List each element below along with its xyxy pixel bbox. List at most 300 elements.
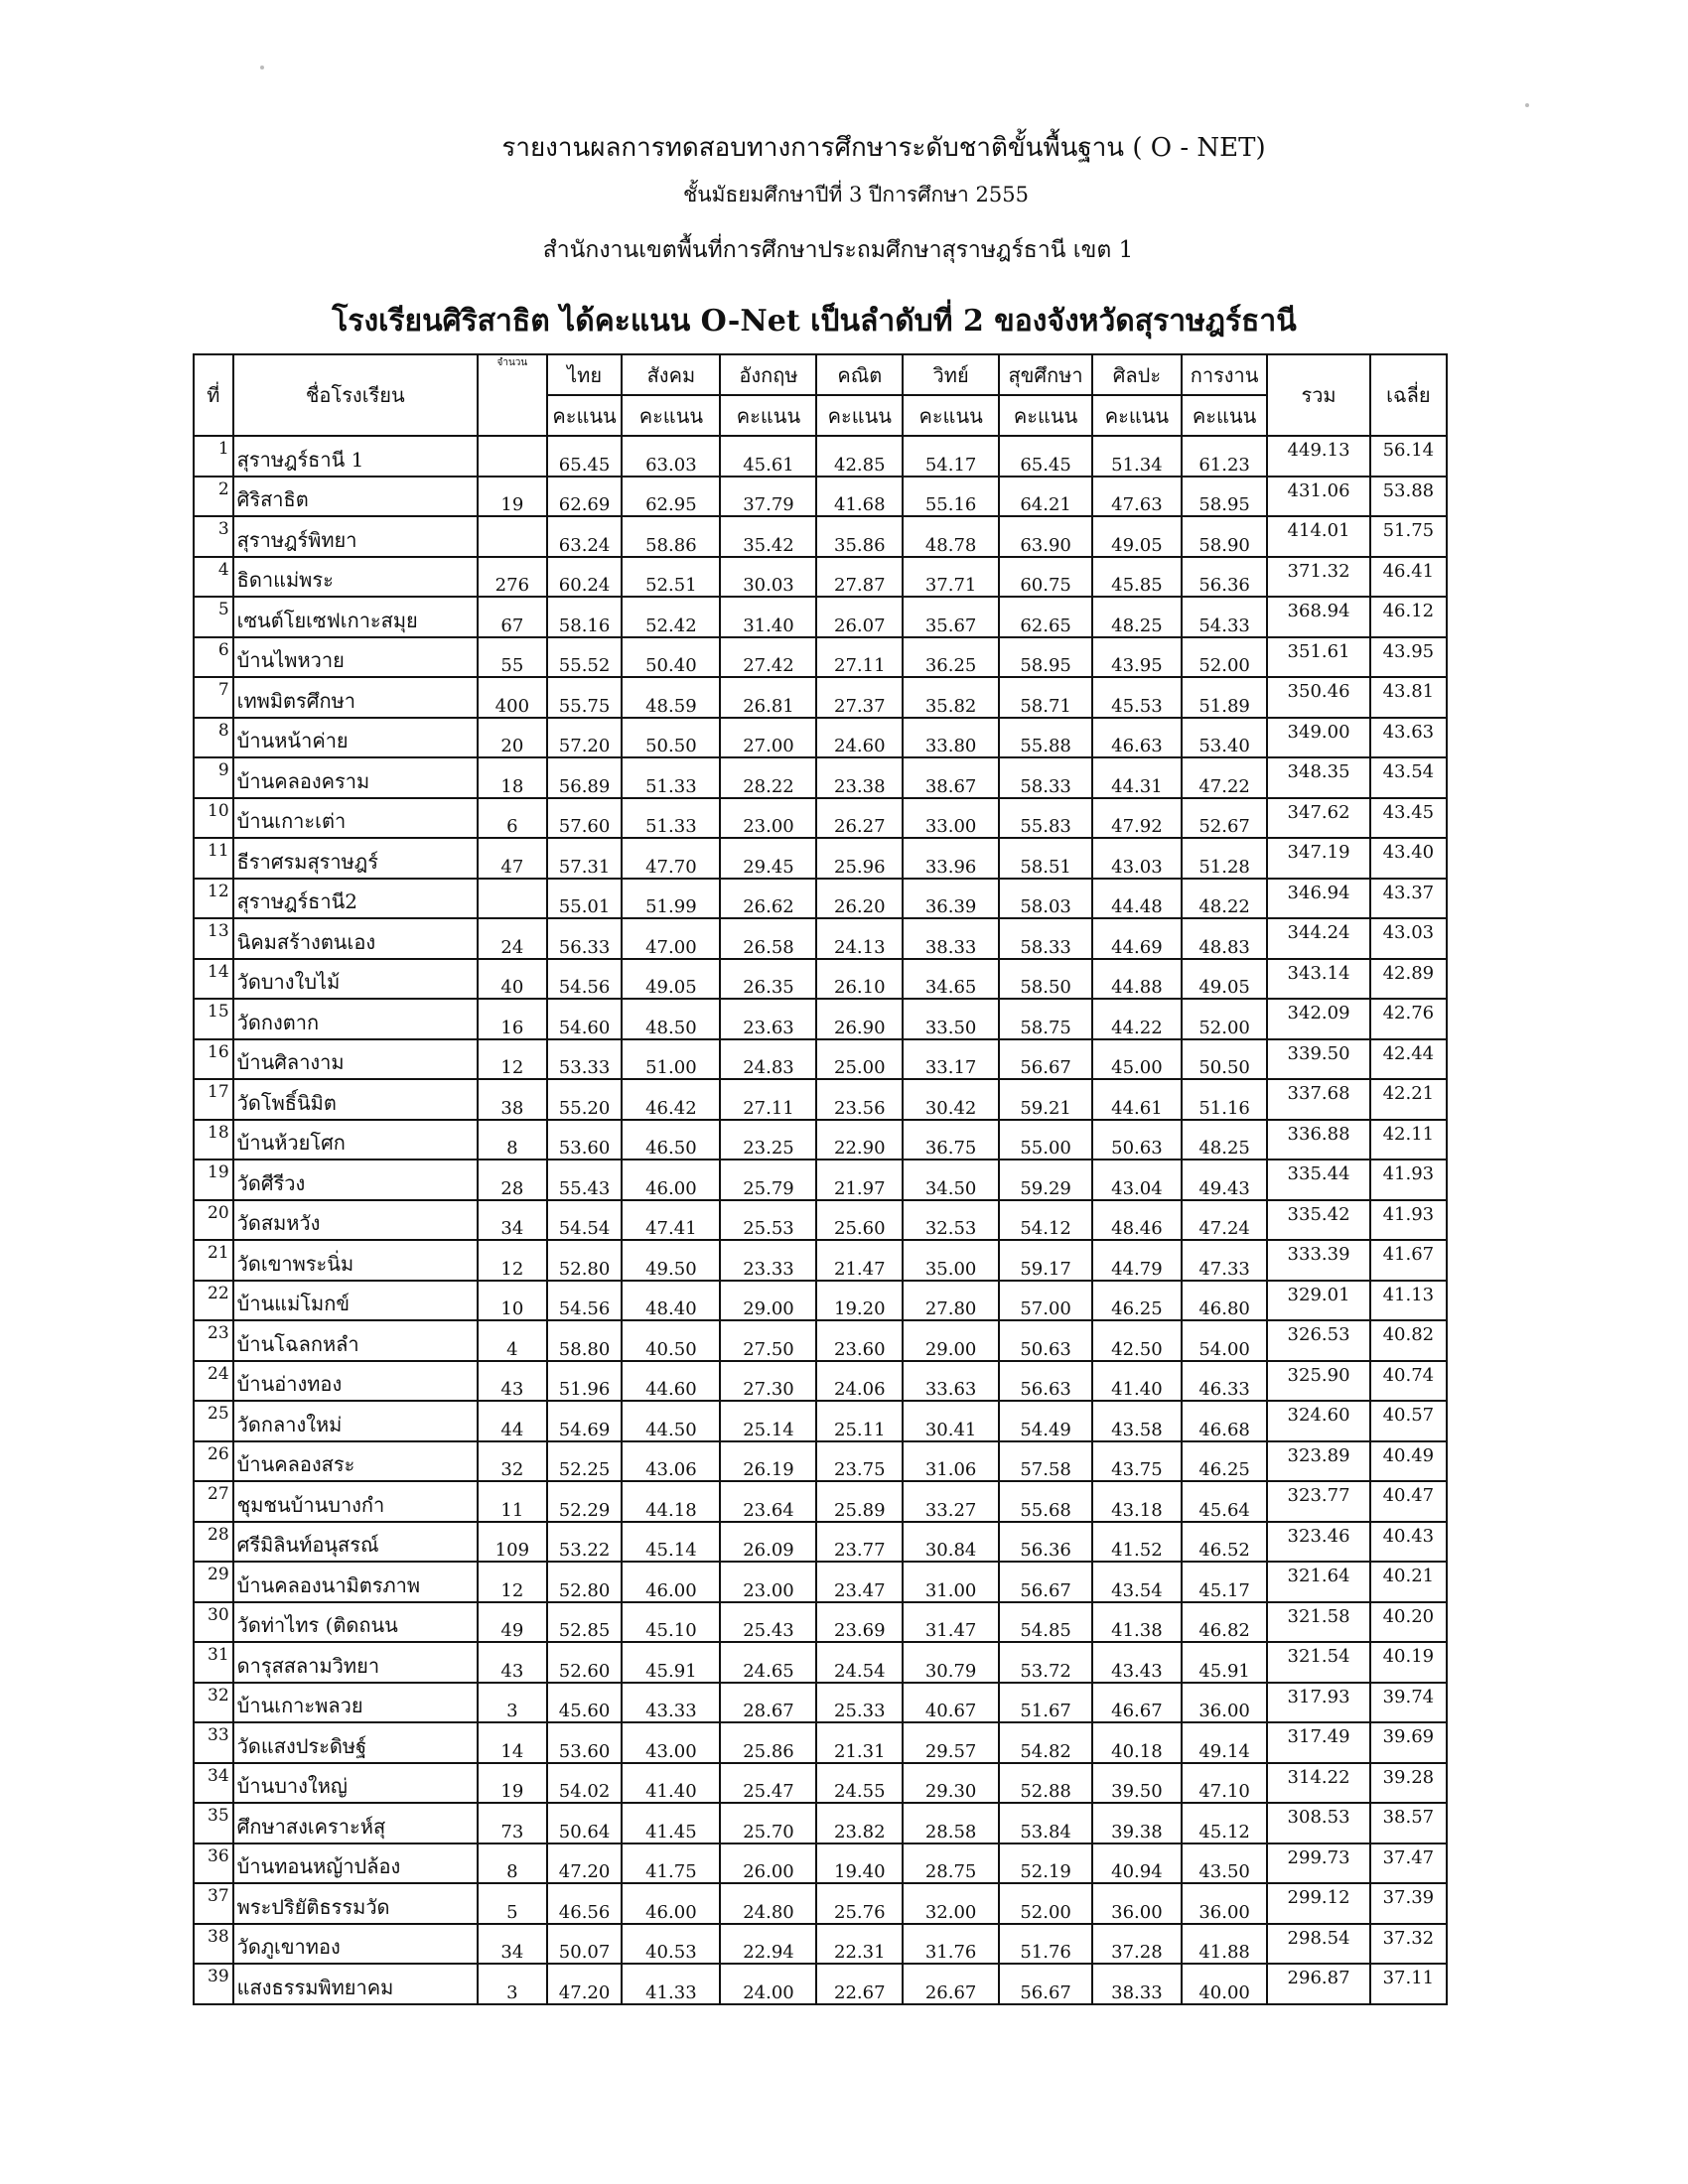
subject-score: 25.11 — [816, 1401, 903, 1441]
subject-score: 26.27 — [816, 798, 903, 839]
subject-score: 23.25 — [720, 1120, 816, 1160]
subject-score: 56.67 — [999, 1964, 1092, 2004]
subject-score: 51.33 — [622, 757, 720, 798]
school-name: แสงธรรมพิทยาคม — [233, 1964, 478, 2004]
subject-score: 54.02 — [547, 1763, 623, 1804]
subject-score: 25.96 — [816, 838, 903, 879]
student-count: 12 — [478, 1562, 547, 1602]
subject-score: 49.14 — [1182, 1722, 1268, 1763]
average-score: 43.45 — [1370, 798, 1447, 839]
average-score: 56.14 — [1370, 436, 1447, 477]
subject-score: 23.60 — [816, 1320, 903, 1361]
score-subheader: คะแนน — [903, 395, 999, 436]
subject-score: 46.25 — [1182, 1441, 1268, 1482]
subject-score: 27.50 — [720, 1320, 816, 1361]
subject-score: 43.95 — [1092, 637, 1182, 678]
subject-score: 22.90 — [816, 1120, 903, 1160]
subject-score: 44.60 — [622, 1361, 720, 1402]
total-score: 298.54 — [1267, 1924, 1369, 1965]
student-count: 16 — [478, 999, 547, 1039]
subject-score: 45.85 — [1092, 557, 1182, 598]
school-name: ชุมชนบ้านบางกำ — [233, 1481, 478, 1522]
subject-score: 41.88 — [1182, 1924, 1268, 1965]
average-score: 41.13 — [1370, 1281, 1447, 1321]
student-count: 12 — [478, 1240, 547, 1281]
subject-score: 32.00 — [903, 1883, 999, 1924]
subject-score: 46.80 — [1182, 1281, 1268, 1321]
subject-score: 47.33 — [1182, 1240, 1268, 1281]
subject-score: 43.18 — [1092, 1481, 1182, 1522]
subject-score: 52.00 — [999, 1883, 1092, 1924]
subject-score: 59.21 — [999, 1079, 1092, 1120]
subject-score: 62.69 — [547, 477, 623, 517]
total-score: 299.73 — [1267, 1843, 1369, 1884]
subject-score: 23.33 — [720, 1240, 816, 1281]
subject-score: 41.75 — [622, 1843, 720, 1884]
score-subheader: คะแนน — [720, 395, 816, 436]
total-score: 323.89 — [1267, 1441, 1369, 1482]
subject-score: 58.95 — [999, 637, 1092, 678]
subject-score: 56.33 — [547, 918, 623, 959]
subject-score: 34.65 — [903, 959, 999, 1000]
total-score: 325.90 — [1267, 1361, 1369, 1402]
subject-score: 40.18 — [1092, 1722, 1182, 1763]
student-count: 43 — [478, 1361, 547, 1402]
subject-score: 58.90 — [1182, 516, 1268, 557]
subject-score: 43.43 — [1092, 1642, 1182, 1683]
school-name: บ้านเกาะพลวย — [233, 1683, 478, 1723]
subject-score: 56.36 — [999, 1522, 1092, 1563]
subject-score: 39.50 — [1092, 1763, 1182, 1804]
subject-score: 55.88 — [999, 718, 1092, 758]
subject-score: 23.47 — [816, 1562, 903, 1602]
subject-score: 26.19 — [720, 1441, 816, 1482]
subject-score: 58.33 — [999, 757, 1092, 798]
subject-score: 33.27 — [903, 1481, 999, 1522]
subject-score: 25.53 — [720, 1200, 816, 1241]
student-count: 24 — [478, 918, 547, 959]
subject-header: วิทย์ — [903, 354, 999, 395]
subject-score: 58.95 — [1182, 477, 1268, 517]
subject-score: 25.33 — [816, 1683, 903, 1723]
row-number: 12 — [194, 879, 233, 919]
average-score: 40.21 — [1370, 1562, 1447, 1602]
subject-score: 61.23 — [1182, 436, 1268, 477]
subject-score: 24.55 — [816, 1763, 903, 1804]
subject-score: 46.00 — [622, 1562, 720, 1602]
subject-score: 44.31 — [1092, 757, 1182, 798]
subject-score: 48.25 — [1182, 1120, 1268, 1160]
student-count: 3 — [478, 1683, 547, 1723]
average-score: 43.03 — [1370, 918, 1447, 959]
subject-score: 43.58 — [1092, 1401, 1182, 1441]
subject-header: การงาน — [1182, 354, 1268, 395]
subject-score: 41.40 — [622, 1763, 720, 1804]
school-name: ดารุสสลามวิทยา — [233, 1642, 478, 1683]
subject-score: 27.11 — [720, 1079, 816, 1120]
subject-score: 51.00 — [622, 1039, 720, 1080]
subject-score: 45.14 — [622, 1522, 720, 1563]
student-count: 28 — [478, 1160, 547, 1200]
subject-score: 54.56 — [547, 1281, 623, 1321]
school-name: เซนต์โยเซฟเกาะสมุย — [233, 597, 478, 637]
row-number: 27 — [194, 1481, 233, 1522]
subject-score: 54.60 — [547, 999, 623, 1039]
subject-score: 24.06 — [816, 1361, 903, 1402]
subject-score: 26.00 — [720, 1843, 816, 1884]
school-name: วัดกงตาก — [233, 999, 478, 1039]
table-row — [194, 557, 1447, 598]
student-count: 34 — [478, 1200, 547, 1241]
school-name: สุราษฎร์ธานี2 — [233, 879, 478, 919]
student-count: 18 — [478, 757, 547, 798]
subject-score: 50.63 — [1092, 1120, 1182, 1160]
subject-score: 29.00 — [720, 1281, 816, 1321]
table-row — [194, 1964, 1447, 2004]
subject-score: 35.82 — [903, 677, 999, 718]
subject-score: 41.68 — [816, 477, 903, 517]
table-row — [194, 1803, 1447, 1843]
subject-score: 30.84 — [903, 1522, 999, 1563]
subject-score: 45.00 — [1092, 1039, 1182, 1080]
average-score: 40.20 — [1370, 1602, 1447, 1643]
row-number: 8 — [194, 718, 233, 758]
school-name: วัดสมหวัง — [233, 1200, 478, 1241]
student-count: 55 — [478, 637, 547, 678]
school-name: บ้านทอนหญ้าปล้อง — [233, 1843, 478, 1884]
total-score: 326.53 — [1267, 1320, 1369, 1361]
total-score: 321.54 — [1267, 1642, 1369, 1683]
subject-score: 53.60 — [547, 1120, 623, 1160]
subject-score: 48.50 — [622, 999, 720, 1039]
subject-score: 58.33 — [999, 918, 1092, 959]
school-name: พระปริยัติธรรมวัด — [233, 1883, 478, 1924]
subject-score: 47.70 — [622, 838, 720, 879]
student-count: 44 — [478, 1401, 547, 1441]
school-name: วัดเขาพระนิ่ม — [233, 1240, 478, 1281]
table-row — [194, 1562, 1447, 1602]
subject-score: 50.07 — [547, 1924, 623, 1965]
row-number: 37 — [194, 1883, 233, 1924]
subject-score: 41.52 — [1092, 1522, 1182, 1563]
subject-score: 36.00 — [1092, 1883, 1182, 1924]
onet-score-table — [193, 353, 1448, 2005]
subject-score: 31.76 — [903, 1924, 999, 1965]
subject-score: 58.03 — [999, 879, 1092, 919]
subject-score: 62.95 — [622, 477, 720, 517]
subject-header: อังกฤษ — [720, 354, 816, 395]
table-row — [194, 1401, 1447, 1441]
row-number: 35 — [194, 1803, 233, 1843]
total-score: 350.46 — [1267, 677, 1369, 718]
subject-score: 65.45 — [547, 436, 623, 477]
table-row — [194, 477, 1447, 517]
average-score: 43.40 — [1370, 838, 1447, 879]
subject-score: 47.20 — [547, 1964, 623, 2004]
row-number: 2 — [194, 477, 233, 517]
subject-score: 59.29 — [999, 1160, 1092, 1200]
scan-speck — [1525, 103, 1529, 107]
row-number: 11 — [194, 838, 233, 879]
subject-score: 52.85 — [547, 1602, 623, 1643]
subject-score: 48.83 — [1182, 918, 1268, 959]
table-row — [194, 677, 1447, 718]
average-score: 43.37 — [1370, 879, 1447, 919]
table-row — [194, 637, 1447, 678]
subject-score: 51.89 — [1182, 677, 1268, 718]
subject-score: 47.00 — [622, 918, 720, 959]
subject-header: สังคม — [622, 354, 720, 395]
subject-score: 58.80 — [547, 1320, 623, 1361]
subject-score: 40.94 — [1092, 1843, 1182, 1884]
school-name: ธีราศรมสุราษฎร์ — [233, 838, 478, 879]
subject-score: 25.70 — [720, 1803, 816, 1843]
row-number: 31 — [194, 1642, 233, 1683]
average-score: 53.88 — [1370, 477, 1447, 517]
school-name: บ้านเกาะเต่า — [233, 798, 478, 839]
subject-score: 27.11 — [816, 637, 903, 678]
subject-score: 31.47 — [903, 1602, 999, 1643]
total-score: 431.06 — [1267, 477, 1369, 517]
subject-score: 47.10 — [1182, 1763, 1268, 1804]
report-office: สำนักงานเขตพื้นที่การศึกษาประถมศึกษาสุราษฎร์ธานี เขต 1 — [542, 237, 1134, 263]
subject-score: 25.60 — [816, 1200, 903, 1241]
subject-score: 50.50 — [1182, 1039, 1268, 1080]
table-row — [194, 1683, 1447, 1723]
table-row — [194, 1924, 1447, 1965]
row-number: 23 — [194, 1320, 233, 1361]
subject-score: 41.33 — [622, 1964, 720, 2004]
row-number: 19 — [194, 1160, 233, 1200]
subject-score: 52.00 — [1182, 637, 1268, 678]
subject-score: 44.69 — [1092, 918, 1182, 959]
report-headline: โรงเรียนศิริสาธิต ได้คะแนน O-Net เป็นลำดับที่ 2 ของจังหวัดสุราษฎร์ธานี — [332, 304, 1297, 339]
row-number: 21 — [194, 1240, 233, 1281]
subject-score: 52.80 — [547, 1240, 623, 1281]
subject-score: 36.00 — [1182, 1683, 1268, 1723]
table-row — [194, 1522, 1447, 1563]
subject-score: 54.82 — [999, 1722, 1092, 1763]
school-name: นิคมสร้างตนเอง — [233, 918, 478, 959]
table-row — [194, 999, 1447, 1039]
average-score: 42.89 — [1370, 959, 1447, 1000]
row-number: 15 — [194, 999, 233, 1039]
subject-score: 46.00 — [622, 1160, 720, 1200]
subject-score: 43.00 — [622, 1722, 720, 1763]
subject-score: 25.89 — [816, 1481, 903, 1522]
school-name: วัดกลางใหม่ — [233, 1401, 478, 1441]
row-number: 24 — [194, 1361, 233, 1402]
subject-score: 46.56 — [547, 1883, 623, 1924]
subject-score: 44.48 — [1092, 879, 1182, 919]
average-score: 40.82 — [1370, 1320, 1447, 1361]
subject-score: 56.67 — [999, 1039, 1092, 1080]
col-name-header: ชื่อโรงเรียน — [233, 354, 478, 436]
total-score: 321.64 — [1267, 1562, 1369, 1602]
subject-score: 46.33 — [1182, 1361, 1268, 1402]
subject-score: 37.79 — [720, 477, 816, 517]
average-score: 39.74 — [1370, 1683, 1447, 1723]
table-row — [194, 718, 1447, 758]
subject-score: 57.60 — [547, 798, 623, 839]
subject-score: 35.86 — [816, 516, 903, 557]
student-count: 3 — [478, 1964, 547, 2004]
subject-score: 30.79 — [903, 1642, 999, 1683]
subject-score: 32.53 — [903, 1200, 999, 1241]
total-score: 335.44 — [1267, 1160, 1369, 1200]
subject-score: 43.06 — [622, 1441, 720, 1482]
subject-score: 26.35 — [720, 959, 816, 1000]
subject-header: สุขศึกษา — [999, 354, 1092, 395]
subject-score: 52.80 — [547, 1562, 623, 1602]
average-score: 42.11 — [1370, 1120, 1447, 1160]
subject-score: 53.60 — [547, 1722, 623, 1763]
subject-score: 33.96 — [903, 838, 999, 879]
table-row — [194, 798, 1447, 839]
subject-score: 39.38 — [1092, 1803, 1182, 1843]
subject-score: 22.31 — [816, 1924, 903, 1965]
subject-score: 51.33 — [622, 798, 720, 839]
school-name: วัดบางใบไม้ — [233, 959, 478, 1000]
total-score: 317.49 — [1267, 1722, 1369, 1763]
subject-score: 54.00 — [1182, 1320, 1268, 1361]
subject-score: 54.12 — [999, 1200, 1092, 1241]
subject-score: 48.40 — [622, 1281, 720, 1321]
table-row — [194, 597, 1447, 637]
subject-score: 57.20 — [547, 718, 623, 758]
subject-score: 33.50 — [903, 999, 999, 1039]
subject-score: 53.84 — [999, 1803, 1092, 1843]
col-total-header: รวม — [1267, 354, 1369, 436]
subject-score: 30.41 — [903, 1401, 999, 1441]
average-score: 37.32 — [1370, 1924, 1447, 1965]
student-count: 11 — [478, 1481, 547, 1522]
subject-score: 36.39 — [903, 879, 999, 919]
subject-score: 47.24 — [1182, 1200, 1268, 1241]
subject-score: 30.42 — [903, 1079, 999, 1120]
subject-score: 24.54 — [816, 1642, 903, 1683]
school-name: ธิดาแม่พระ — [233, 557, 478, 598]
subject-score: 24.83 — [720, 1039, 816, 1080]
total-score: 336.88 — [1267, 1120, 1369, 1160]
school-name: บ้านไพหวาย — [233, 637, 478, 678]
subject-score: 28.22 — [720, 757, 816, 798]
subject-score: 28.58 — [903, 1803, 999, 1843]
subject-score: 26.09 — [720, 1522, 816, 1563]
average-score: 42.44 — [1370, 1039, 1447, 1080]
table-row — [194, 1039, 1447, 1080]
total-score: 339.50 — [1267, 1039, 1369, 1080]
subject-score: 29.00 — [903, 1320, 999, 1361]
subject-score: 60.75 — [999, 557, 1092, 598]
subject-score: 35.42 — [720, 516, 816, 557]
average-score: 37.11 — [1370, 1964, 1447, 2004]
total-score: 323.77 — [1267, 1481, 1369, 1522]
subject-score: 43.54 — [1092, 1562, 1182, 1602]
subject-score: 27.87 — [816, 557, 903, 598]
table-row — [194, 516, 1447, 557]
average-score: 51.75 — [1370, 516, 1447, 557]
subject-score: 55.52 — [547, 637, 623, 678]
subject-score: 21.97 — [816, 1160, 903, 1200]
subject-score: 55.68 — [999, 1481, 1092, 1522]
student-count: 12 — [478, 1039, 547, 1080]
average-score: 43.63 — [1370, 718, 1447, 758]
total-score: 323.46 — [1267, 1522, 1369, 1563]
subject-score: 21.47 — [816, 1240, 903, 1281]
subject-header: ไทย — [547, 354, 623, 395]
student-count: 109 — [478, 1522, 547, 1563]
subject-score: 50.63 — [999, 1320, 1092, 1361]
subject-score: 26.07 — [816, 597, 903, 637]
total-score: 347.62 — [1267, 798, 1369, 839]
student-count: 67 — [478, 597, 547, 637]
row-number: 14 — [194, 959, 233, 1000]
subject-score: 48.59 — [622, 677, 720, 718]
student-count: 8 — [478, 1843, 547, 1884]
subject-score: 50.40 — [622, 637, 720, 678]
subject-score: 23.75 — [816, 1441, 903, 1482]
row-number: 34 — [194, 1763, 233, 1804]
subject-score: 64.21 — [999, 477, 1092, 517]
row-number: 26 — [194, 1441, 233, 1482]
row-number: 16 — [194, 1039, 233, 1080]
subject-score: 38.67 — [903, 757, 999, 798]
subject-score: 52.42 — [622, 597, 720, 637]
average-score: 37.47 — [1370, 1843, 1447, 1884]
subject-score: 52.29 — [547, 1481, 623, 1522]
subject-score: 63.90 — [999, 516, 1092, 557]
student-count: 400 — [478, 677, 547, 718]
row-number: 1 — [194, 436, 233, 477]
student-count: 38 — [478, 1079, 547, 1120]
subject-score: 49.05 — [1182, 959, 1268, 1000]
school-name: ศรีมิลินท์อนุสรณ์ — [233, 1522, 478, 1563]
school-name: บ้านอ่างทอง — [233, 1361, 478, 1402]
subject-score: 24.13 — [816, 918, 903, 959]
subject-score: 59.17 — [999, 1240, 1092, 1281]
row-number: 22 — [194, 1281, 233, 1321]
table-row — [194, 1079, 1447, 1120]
table-row — [194, 918, 1447, 959]
subject-score: 36.75 — [903, 1120, 999, 1160]
subject-score: 40.50 — [622, 1320, 720, 1361]
subject-score: 47.20 — [547, 1843, 623, 1884]
report-level: ชั้นมัธยมศึกษาปีที่ 3 ปีการศึกษา 2555 — [683, 183, 1029, 206]
subject-score: 25.43 — [720, 1602, 816, 1643]
total-score: 299.12 — [1267, 1883, 1369, 1924]
subject-score: 47.92 — [1092, 798, 1182, 839]
subject-score: 27.80 — [903, 1281, 999, 1321]
subject-score: 51.67 — [999, 1683, 1092, 1723]
subject-score: 44.79 — [1092, 1240, 1182, 1281]
student-count: 5 — [478, 1883, 547, 1924]
row-number: 3 — [194, 516, 233, 557]
subject-score: 48.22 — [1182, 879, 1268, 919]
table-row — [194, 838, 1447, 879]
total-score: 337.68 — [1267, 1079, 1369, 1120]
subject-score: 26.81 — [720, 677, 816, 718]
subject-score: 63.03 — [622, 436, 720, 477]
student-count: 8 — [478, 1120, 547, 1160]
row-number: 29 — [194, 1562, 233, 1602]
row-number: 30 — [194, 1602, 233, 1643]
subject-score: 33.00 — [903, 798, 999, 839]
table-row — [194, 1320, 1447, 1361]
subject-score: 41.38 — [1092, 1602, 1182, 1643]
subject-score: 47.63 — [1092, 477, 1182, 517]
subject-score: 55.43 — [547, 1160, 623, 1200]
